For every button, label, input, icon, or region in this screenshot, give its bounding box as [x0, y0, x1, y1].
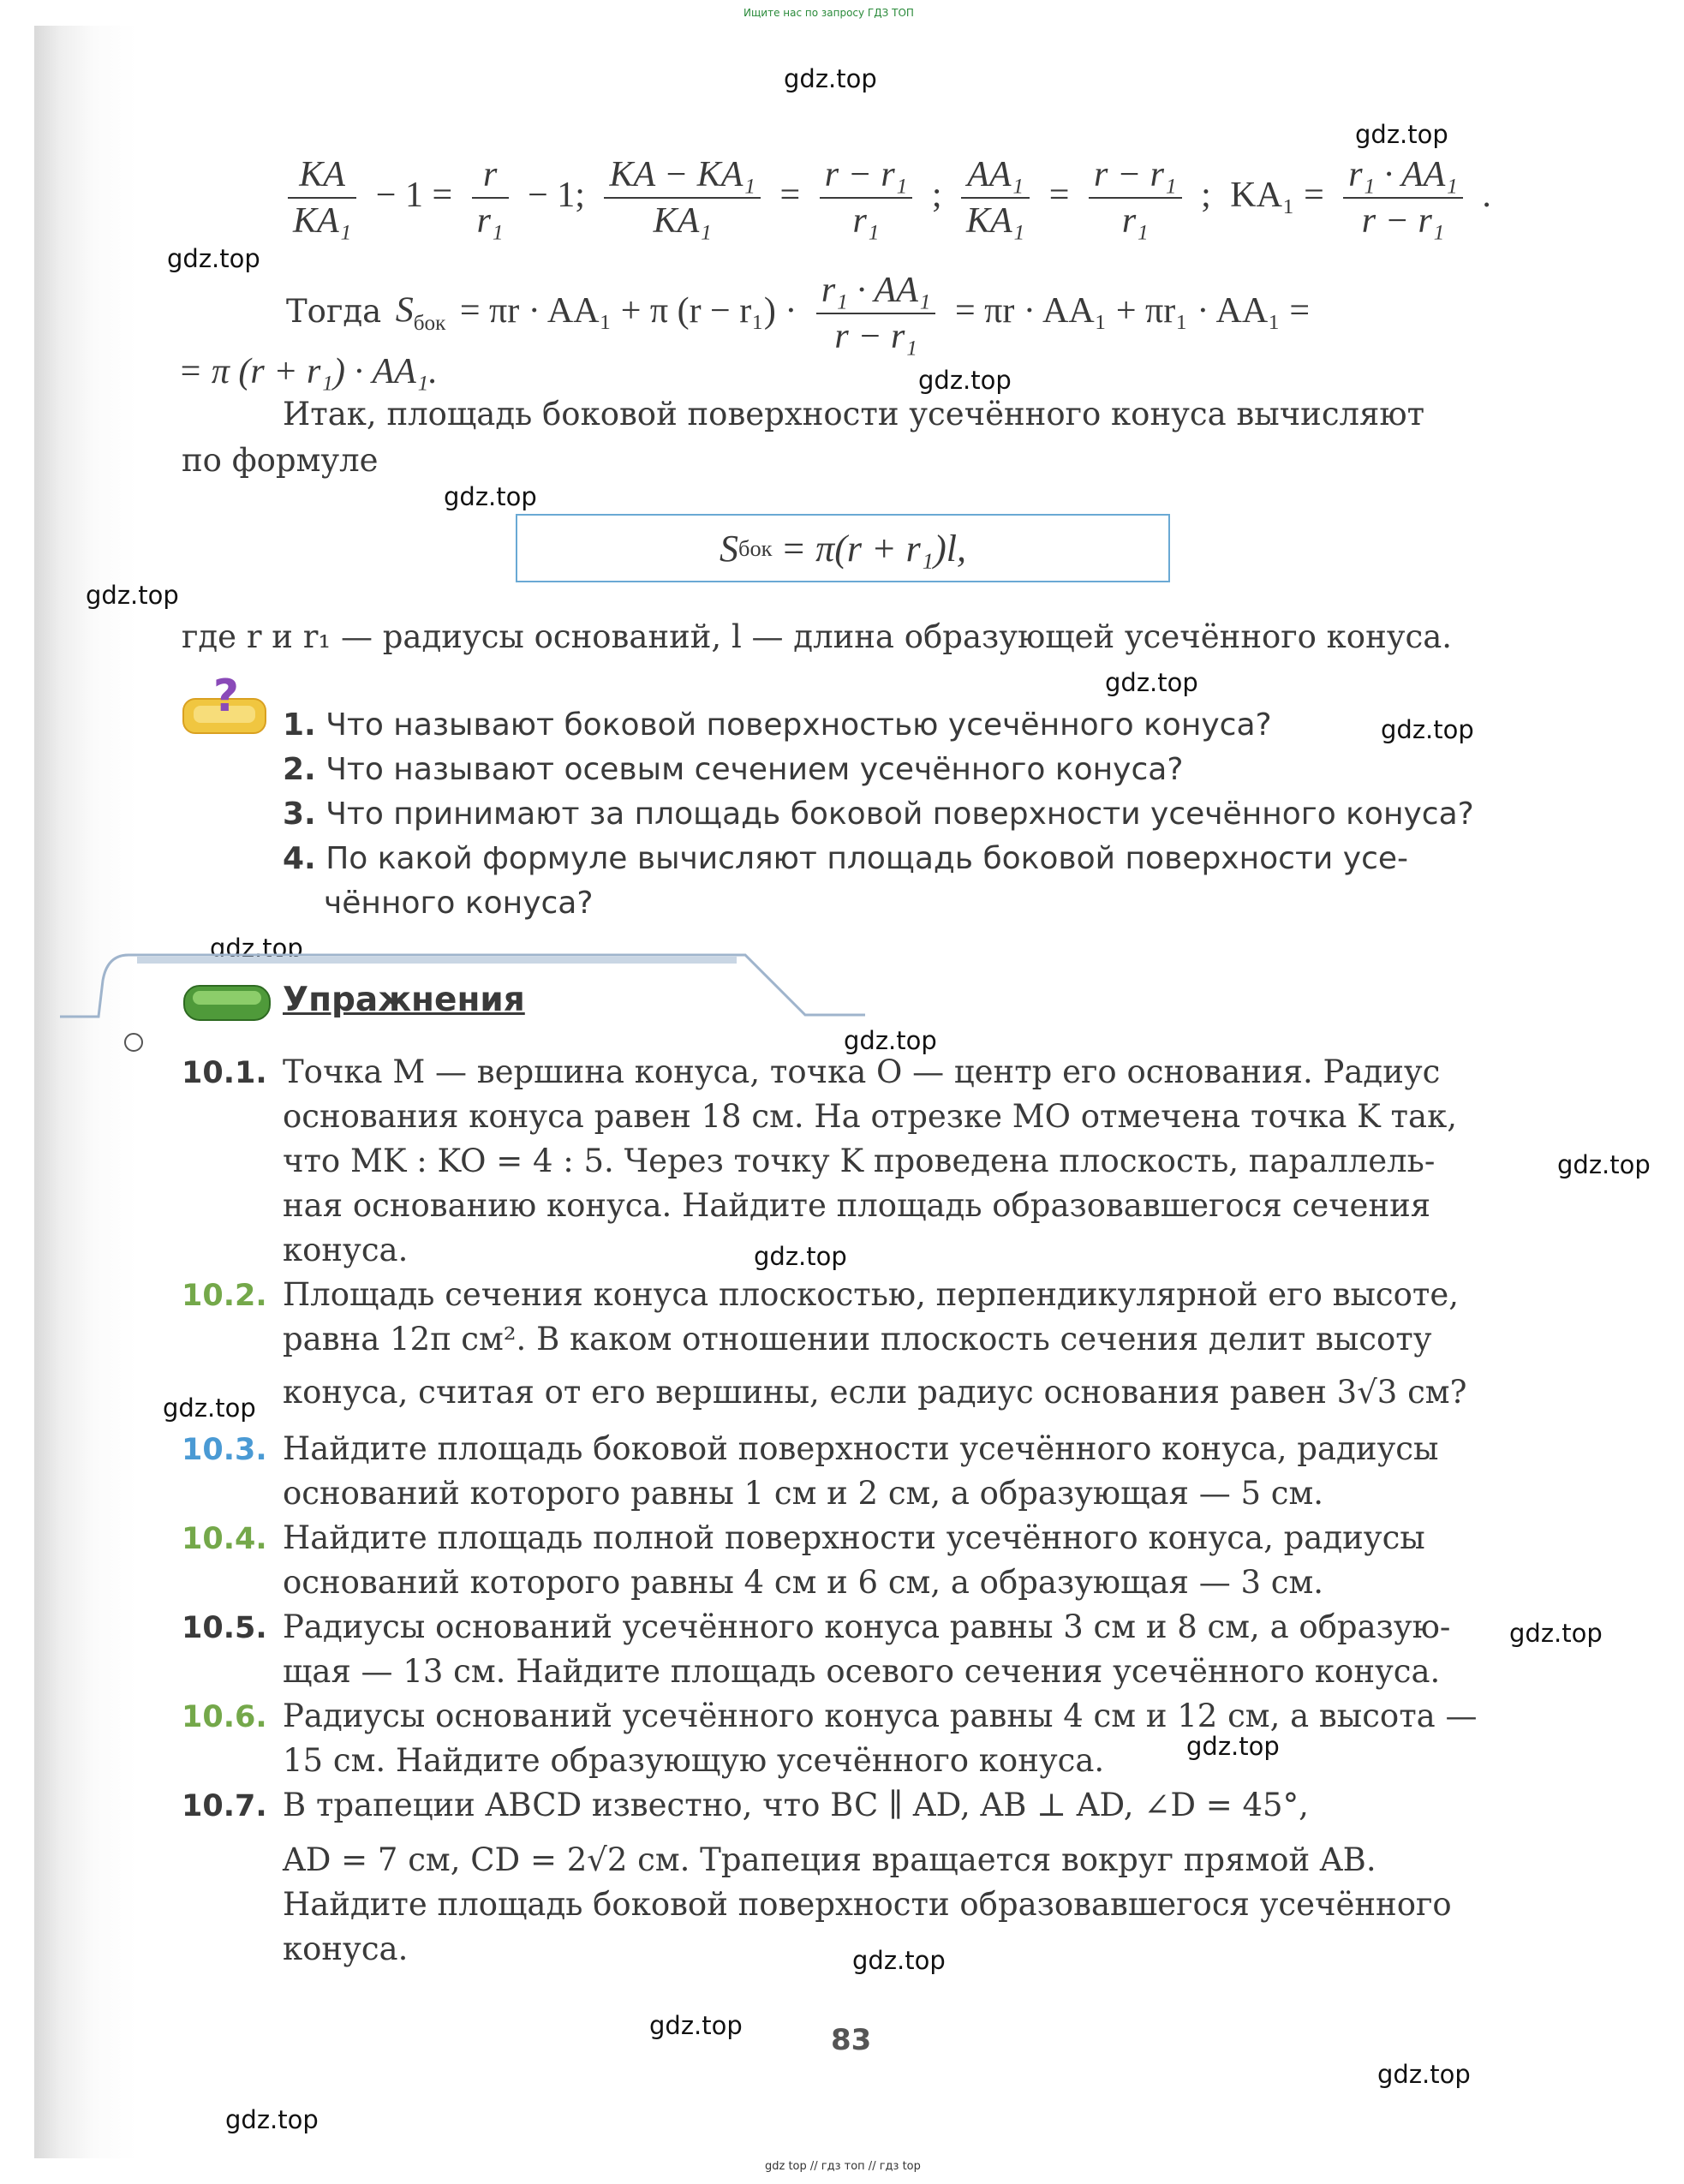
watermark: gdz.top	[1557, 1150, 1651, 1179]
exercise-line: равна 12π см². В каком отношении плоскость сечения делит высоту	[283, 1321, 1432, 1358]
watermark: gdz.top	[784, 64, 877, 93]
formula-line-3: = π (r + r₁) · AA₁.	[178, 352, 438, 391]
question-item: 2. Что называют осевым сечением усечённого конуса?	[283, 752, 1184, 787]
fraction: $\frac{\text{r − r₁}}{\text{r₁}}$	[1089, 154, 1182, 242]
watermark: gdz.top	[1509, 1619, 1603, 1648]
exercise-line: Найдите площадь полной поверхности усечённого конуса, радиусы	[283, 1519, 1425, 1556]
exercise-number: 10.2.	[182, 1279, 267, 1313]
exercise-line: оснований которого равны 1 см и 2 см, а образующая — 5 см.	[283, 1475, 1324, 1512]
exercise-line: AD = 7 см, CD = 2√2 см. Трапеция вращается вокруг прямой AB.	[283, 1841, 1376, 1878]
watermark: gdz.top	[210, 934, 303, 963]
exercise-line: конуса.	[283, 1232, 409, 1268]
watermark: gdz.top	[1186, 1732, 1280, 1761]
svg-text:?: ?	[212, 677, 240, 722]
watermark: gdz.top	[844, 1026, 937, 1055]
question-item: 3. Что принимают за площадь боковой поверхности усечённого конуса?	[283, 797, 1474, 832]
exercise-line: основания конуса равен 18 см. На отрезке MO отмечена точка K так,	[283, 1098, 1457, 1135]
watermark: gdz.top	[852, 1946, 946, 1975]
fraction: $\frac{\text{r₁ · AA₁}}{\text{r − r₁}}$	[1343, 154, 1463, 242]
exercise-line: Найдите площадь боковой поверхности усечённого конуса, радиусы	[283, 1430, 1439, 1467]
question-item-continuation: чённого конуса?	[324, 886, 594, 921]
exercise-number: 10.3.	[182, 1433, 267, 1467]
watermark: gdz.top	[167, 244, 260, 273]
footer-note: gdz top // гдз топ // гдз top	[765, 2160, 921, 2173]
exercise-line: Найдите площадь боковой поверхности образовавшегося усечённого	[283, 1886, 1452, 1923]
exercise-line: В трапеции ABCD известно, что BC ∥ AD, AB ⊥ AD, ∠D = 45°,	[283, 1787, 1309, 1823]
watermark: gdz.top	[754, 1242, 847, 1271]
watermark: gdz.top	[1355, 120, 1448, 149]
exercise-line: 15 см. Найдите образующую усечённого конуса.	[283, 1742, 1105, 1779]
top-search-note: Ищите нас по запросу ГДЗ ТОП	[743, 7, 914, 19]
exercise-line: конуса.	[283, 1930, 409, 1967]
boxed-formula: S бок = π(r + r₁)l,	[516, 514, 1170, 582]
fraction: $\frac{\text{r − r₁}}{\text{r₁}}$	[820, 154, 913, 242]
exercise-line: Радиусы оснований усечённого конуса равны 3 см и 8 см, а образую-	[283, 1608, 1451, 1645]
exercise-line: оснований которого равны 4 см и 6 см, а образующая — 3 см.	[283, 1564, 1324, 1601]
exercise-line: что MK : KO = 4 : 5. Через точку K проведена плоскость, параллель-	[283, 1143, 1436, 1179]
question-icon	[182, 677, 267, 738]
watermark: gdz.top	[649, 2011, 743, 2040]
exercise-number: 10.4.	[182, 1522, 267, 1556]
exercises-heading: Упражнения	[283, 981, 525, 1019]
fraction: $\frac{\text{AA₁}}{\text{KA₁}}$	[961, 154, 1030, 242]
exercise-line: щая — 13 см. Найдите площадь осевого сечения усечённого конуса.	[283, 1653, 1441, 1690]
question-item: 4. По какой формуле вычисляют площадь боковой поверхности усе-	[283, 841, 1409, 876]
watermark: gdz.top	[163, 1393, 256, 1423]
exercise-number: 10.5.	[182, 1611, 267, 1645]
watermark: gdz.top	[225, 2105, 319, 2134]
watermark: gdz.top	[1381, 715, 1474, 744]
watermark: gdz.top	[1105, 668, 1198, 697]
watermark: gdz.top	[1377, 2060, 1471, 2089]
exercise-line: Точка M — вершина конуса, точка O — центр его основания. Радиус	[283, 1053, 1441, 1090]
watermark: gdz.top	[86, 581, 179, 610]
fraction: $\frac{\text{KA − KA₁}}{\text{KA₁}}$	[604, 154, 761, 242]
paragraph-line: по формуле	[182, 442, 379, 479]
formula-line-2: Тогда $S_{бок} = \pi r \cdot AA_1 + \pi$ (r − r₁) · $\frac{\text{r₁ · AA₁}}{\text{r − r₁}}$ = πr · AA₁ + πr₁ · AA₁ =	[286, 271, 1311, 356]
exercise-number: 10.1.	[182, 1056, 267, 1090]
fraction: $\frac{\text{r₁ · AA₁}}{\text{r − r₁}}$	[816, 270, 936, 357]
exercise-line: Площадь сечения конуса плоскостью, перпендикулярной его высоте,	[283, 1276, 1460, 1313]
paragraph-line: где r и r₁ — радиусы оснований, l — длина образующей усечённого конуса.	[182, 618, 1453, 655]
exercise-number: 10.7.	[182, 1789, 267, 1823]
exercise-line: ная основанию конуса. Найдите площадь образовавшегося сечения	[283, 1187, 1431, 1224]
fraction: $\frac{r}{\text{r₁}}$	[472, 154, 509, 242]
page-number: 83	[831, 2023, 872, 2057]
exercise-line: Радиусы оснований усечённого конуса равны 4 см и 12 см, а высота —	[283, 1698, 1478, 1734]
watermark: gdz.top	[918, 366, 1012, 395]
paragraph-line: Итак, площадь боковой поверхности усечённого конуса вычисляют	[283, 396, 1425, 433]
exercise-line: конуса, считая от его вершины, если радиус основания равен 3√3 см?	[283, 1374, 1467, 1411]
fraction: $\frac{KA}{\text{KA₁}}$	[288, 154, 356, 242]
question-item: 1. Что называют боковой поверхностью усечённого конуса?	[283, 707, 1272, 743]
exercise-number: 10.6.	[182, 1700, 267, 1734]
formula-line-1: $\frac{KA}{\text{KA₁}}$ − 1 = $\frac{r}{\text{r₁}}$ − 1; $\frac{\text{KA − KA₁}}{\text{KA₁}}$ = $\frac{\text{r − r₁}}{\text{r₁}}$ ; $\frac{\text{AA₁}}{\text{KA₁}}$ = $\frac{\text{r − r₁}}{\text{r₁}}$ ; KA₁ = $\frac{\text{r₁ · AA₁}}{\text{r − r₁}}$ .	[283, 154, 1496, 242]
watermark: gdz.top	[444, 482, 537, 511]
